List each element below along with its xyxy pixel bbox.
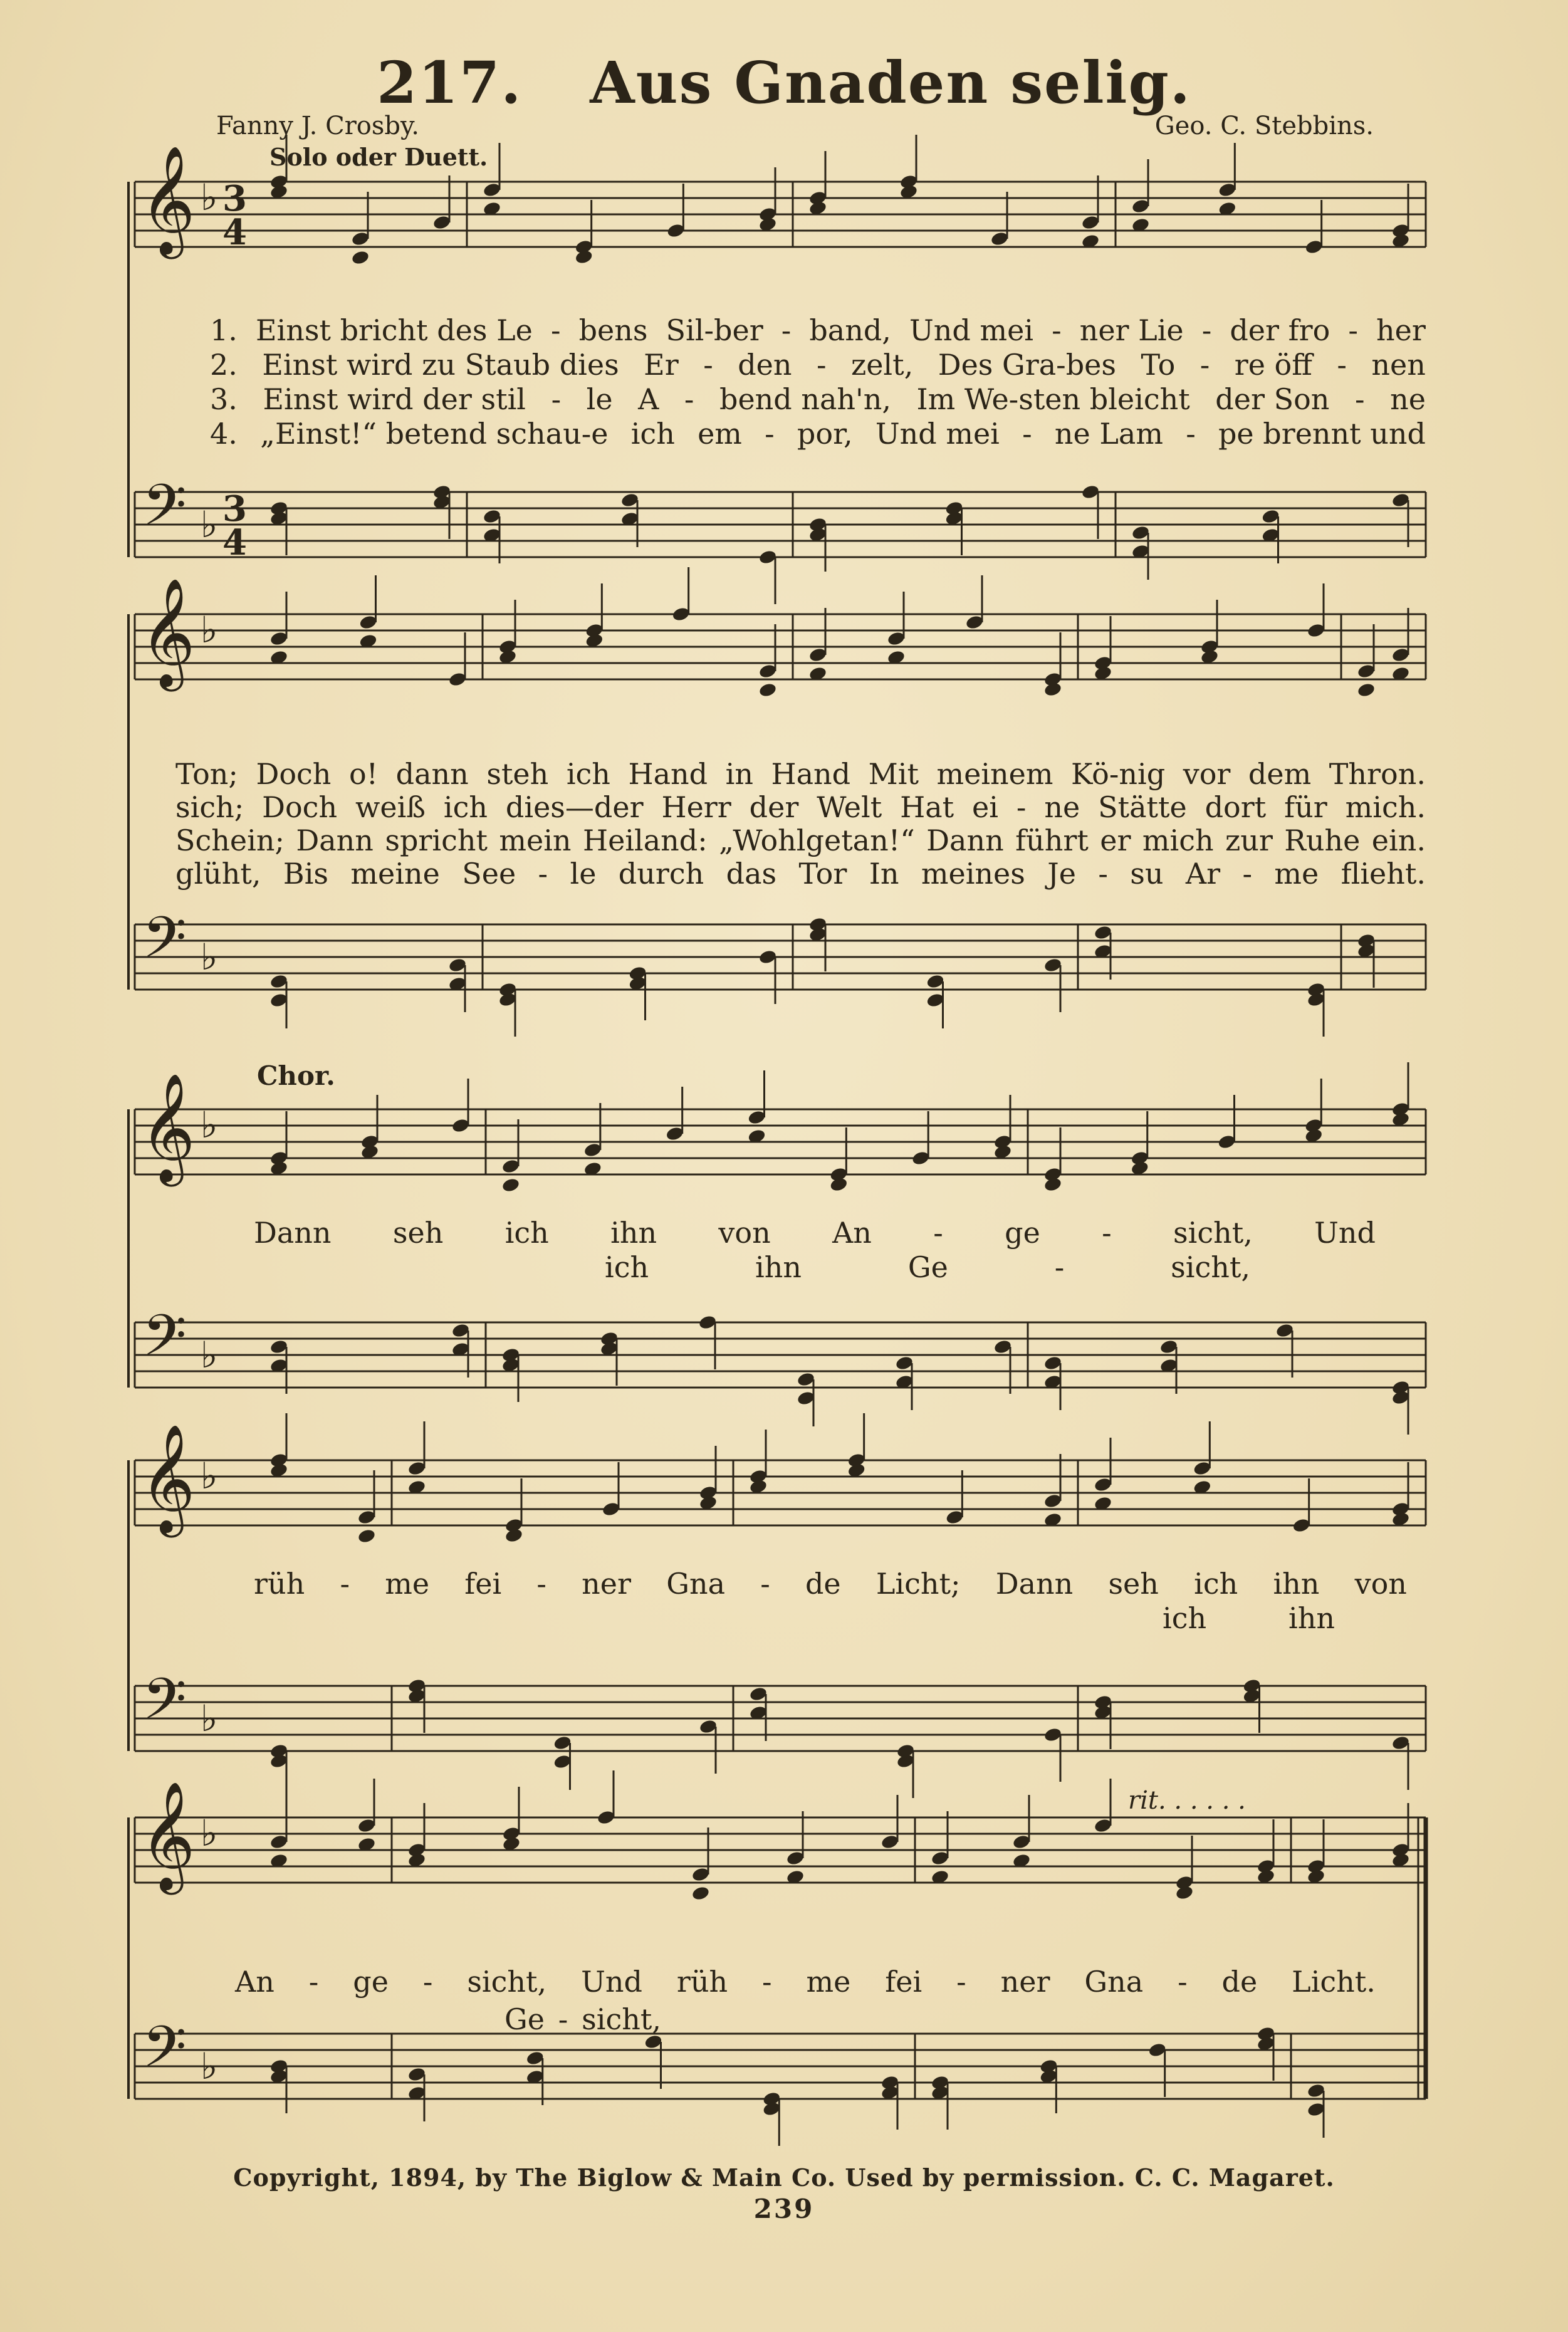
lyric-syllable: - xyxy=(550,313,561,347)
lyric-syllable: re öff xyxy=(1234,348,1312,382)
lyric-syllable: Sil-ber xyxy=(666,313,763,347)
lyric-syllable: bens xyxy=(578,313,648,347)
lyric-syllable: sicht, xyxy=(1173,1216,1253,1250)
lyric-syllable: em xyxy=(698,417,742,451)
lyric-syllable: Gna xyxy=(666,1567,726,1601)
chorus-lower-line xyxy=(1163,1601,1335,1635)
lyric-syllable: Er xyxy=(644,348,679,382)
verse-line-4 xyxy=(210,417,1426,451)
lyric-syllable: Licht. xyxy=(1292,1965,1376,1999)
note-head xyxy=(501,1177,521,1193)
flat-sign-icon: ♭ xyxy=(201,1334,218,1376)
lyric-syllable: - xyxy=(422,1965,433,1999)
lyric-syllable: sicht, xyxy=(1171,1250,1250,1284)
lyric-syllable: - xyxy=(684,382,694,416)
flat-sign-icon: ♭ xyxy=(201,1697,218,1740)
composer-credit: Geo. C. Stebbins. xyxy=(1154,112,1374,140)
copyright-notice: Copyright, 1894, by The Biglow & Main Co. Used by permission. C. C. Magaret. xyxy=(233,2163,1335,2192)
note-head xyxy=(1357,682,1376,698)
lyric-syllable: - xyxy=(1354,382,1365,416)
note-head xyxy=(357,1528,377,1544)
note-head xyxy=(829,1176,849,1193)
lyric-syllable: Ge xyxy=(907,1250,948,1284)
lyric-syllable: ner xyxy=(582,1567,632,1601)
lyric-syllable: - xyxy=(551,382,562,416)
lyric-syllable: de xyxy=(805,1567,841,1601)
lyric-syllable: ner xyxy=(1000,1965,1050,1999)
lyric-syllable: - xyxy=(558,2002,568,2036)
flat-sign-icon: ♭ xyxy=(201,936,218,978)
lyric-syllable: - xyxy=(1348,313,1358,347)
lyric-syllable: ner Lie xyxy=(1079,313,1184,347)
lyric-syllable: Dann xyxy=(995,1567,1074,1601)
lyric-syllable: ich xyxy=(605,1250,649,1284)
lyric-syllable: 2. xyxy=(210,348,238,382)
lyric-syllable: - xyxy=(1052,313,1062,347)
flat-sign-icon: ♭ xyxy=(201,1812,218,1854)
lyric-syllable: nen xyxy=(1371,348,1426,382)
lyric-syllable: - xyxy=(816,348,827,382)
lyric-syllable: von xyxy=(1354,1567,1407,1601)
flat-sign-icon: ♭ xyxy=(201,1455,218,1497)
lyric-syllable: Licht; xyxy=(875,1567,961,1601)
lyric-syllable: seh xyxy=(1108,1567,1159,1601)
hymn-name: Aus Gnaden selig. xyxy=(590,49,1191,117)
lyric-syllable: - xyxy=(1102,1216,1112,1250)
note-head xyxy=(1043,1176,1063,1193)
lyric-syllable: pe brennt und xyxy=(1218,417,1426,451)
treble-clef-icon: 𝄞 xyxy=(140,1424,196,1533)
lyric-syllable: sicht, xyxy=(467,1965,547,1999)
lyric-syllable: le xyxy=(586,382,613,416)
bass-clef-icon: 𝄢 xyxy=(142,2014,187,2094)
lyric-syllable: - xyxy=(1201,313,1212,347)
flat-sign-icon: ♭ xyxy=(201,609,218,651)
time-signature: 4 xyxy=(222,212,247,253)
lyric-syllable: her xyxy=(1376,313,1426,347)
bass-clef-icon: 𝄢 xyxy=(142,472,187,552)
lyric-syllable: - xyxy=(762,1965,772,1999)
lyric-syllable: von xyxy=(718,1216,771,1250)
lyric-syllable: Und xyxy=(1314,1216,1376,1250)
time-signature: 3 xyxy=(222,178,247,219)
verse-line-2: sich; Doch weiß ich dies—der Herr der Welt Hat ei - ne Stätte dort für mich. xyxy=(175,790,1426,824)
treble-clef-icon: 𝄞 xyxy=(140,1781,196,1890)
lyric-syllable: ich xyxy=(1163,1601,1207,1635)
lyric-syllable: zelt, xyxy=(850,348,914,382)
lyric-syllable: - xyxy=(703,348,713,382)
lyric-syllable: sicht, xyxy=(582,2002,661,2036)
lyric-syllable: Und mei xyxy=(875,417,1000,451)
time-signature: 3 xyxy=(222,488,247,530)
lyric-syllable: fei xyxy=(464,1567,502,1601)
lyric-syllable: - xyxy=(781,313,792,347)
note-head xyxy=(1043,681,1063,698)
lyric-syllable: bend nah'n, xyxy=(719,382,891,416)
bass-clef-icon: 𝄢 xyxy=(142,1302,187,1383)
lyric-syllable: ich xyxy=(630,417,675,451)
treble-clef-icon: 𝄞 xyxy=(140,1073,196,1182)
lyric-syllable: ge xyxy=(353,1965,389,1999)
lyric-syllable: der Son xyxy=(1215,382,1330,416)
lyric-syllable: Einst wird zu Staub dies xyxy=(262,348,619,382)
lyric-syllable: - xyxy=(1337,348,1347,382)
lyric-syllable: - xyxy=(536,1567,546,1601)
lyric-syllable: ge xyxy=(1005,1216,1040,1250)
lyric-syllable: - xyxy=(308,1965,319,1999)
bass-clef-icon: 𝄢 xyxy=(142,1666,187,1746)
lyric-syllable: - xyxy=(765,417,775,451)
lyric-syllable: Des Gra-bes xyxy=(938,348,1116,382)
lyric-syllable: 1. xyxy=(210,313,238,347)
chorus-upper-line xyxy=(254,1216,1376,1250)
lyric-syllable: ne Lam xyxy=(1054,417,1163,451)
chorus-lower-line xyxy=(605,1250,1250,1284)
verse-line-3 xyxy=(210,382,1426,416)
verse-line-3: Schein; Dann spricht mein Heiland: „Wohlgetan!“ Dann führt er mich zur Ruhe ein. xyxy=(175,824,1426,857)
lyric-syllable: me xyxy=(385,1567,430,1601)
lyric-syllable: ihn xyxy=(610,1216,657,1250)
note-head xyxy=(1175,1885,1194,1901)
lyric-syllable: - xyxy=(933,1216,943,1250)
hymn-number: 217. xyxy=(377,49,523,117)
lyric-syllable: ihn xyxy=(1288,1601,1335,1635)
lyric-syllable: seh xyxy=(392,1216,444,1250)
lyric-syllable: - xyxy=(1186,417,1196,451)
page-number: 239 xyxy=(753,2193,815,2224)
verse-line-1: Ton; Doch o! dann steh ich Hand in Hand Mit meinem Kö-nig vor dem Thron. xyxy=(175,757,1426,791)
lyric-syllable: fei xyxy=(885,1965,923,1999)
lyric-syllable: Einst wird der stil xyxy=(263,382,526,416)
ritardando-mark: rit. . . . . . xyxy=(1128,1786,1246,1815)
lyric-syllable: ihn xyxy=(1273,1567,1320,1601)
lyric-syllable: de xyxy=(1221,1965,1258,1999)
lyric-syllable: der fro xyxy=(1230,313,1330,347)
chorus-label: Chor. xyxy=(257,1060,335,1091)
lyric-syllable: band, xyxy=(809,313,891,347)
lyric-syllable: - xyxy=(1200,348,1210,382)
lyric-syllable: Und xyxy=(581,1965,642,1999)
lyric-syllable: Dann xyxy=(254,1216,332,1250)
lyric-syllable: - xyxy=(760,1567,770,1601)
lyric-syllable: - xyxy=(1054,1250,1065,1284)
lyric-syllable: 4. xyxy=(210,417,238,451)
chorus-lower-line xyxy=(504,2002,661,2036)
bass-clef-icon: 𝄢 xyxy=(142,904,187,985)
lyric-syllable: - xyxy=(340,1567,350,1601)
treble-clef-icon: 𝄞 xyxy=(140,145,196,254)
lyric-syllable: rüh xyxy=(676,1965,728,1999)
lyric-syllable: - xyxy=(956,1965,966,1999)
lyric-syllable: - xyxy=(1022,417,1032,451)
verse-line-2 xyxy=(210,348,1426,382)
treble-clef-icon: 𝄞 xyxy=(140,578,196,687)
flat-sign-icon: ♭ xyxy=(201,2045,218,2088)
lyric-syllable: ich xyxy=(1194,1567,1238,1601)
lyric-syllable: por, xyxy=(797,417,853,451)
note-head xyxy=(691,1885,711,1901)
note-head xyxy=(574,249,593,265)
lyric-syllable: An xyxy=(832,1216,872,1250)
lyric-syllable: An xyxy=(235,1965,274,1999)
author-credit: Fanny J. Crosby. xyxy=(216,112,420,140)
chorus-upper-line xyxy=(254,1567,1407,1601)
lyric-syllable: - xyxy=(1178,1965,1188,1999)
flat-sign-icon: ♭ xyxy=(201,1104,218,1146)
lyric-syllable: Im We-sten bleicht xyxy=(916,382,1190,416)
time-signature: 4 xyxy=(222,522,247,563)
verse-line-1 xyxy=(210,313,1426,347)
lyric-syllable: ihn xyxy=(755,1250,802,1284)
lyric-syllable: rüh xyxy=(254,1567,305,1601)
lyric-syllable: ich xyxy=(504,1216,549,1250)
lyric-syllable: ne xyxy=(1390,382,1426,416)
lyric-syllable: „Einst!“ betend schau-e xyxy=(260,417,609,451)
note-head xyxy=(504,1527,524,1544)
lyric-syllable: Gna xyxy=(1084,1965,1144,1999)
lyric-syllable: Einst bricht des Le xyxy=(255,313,533,347)
verse-line-4: glüht, Bis meine See - le durch das Tor In meines Je - su Ar - me flieht. xyxy=(175,857,1426,891)
flat-sign-icon: ♭ xyxy=(201,176,218,219)
lyric-syllable: Und mei xyxy=(909,313,1034,347)
note-head xyxy=(351,249,370,266)
lyric-syllable: 3. xyxy=(210,382,238,416)
lyric-syllable: me xyxy=(806,1965,851,1999)
note-head xyxy=(758,682,778,698)
lyric-syllable: To xyxy=(1141,348,1176,382)
voicing-label: Solo oder Duett. xyxy=(269,143,488,171)
flat-sign-icon: ♭ xyxy=(201,503,218,546)
chorus-upper-line xyxy=(235,1965,1376,1999)
lyric-syllable: Ge xyxy=(504,2002,545,2036)
lyric-syllable: A xyxy=(638,382,659,416)
lyric-syllable: den xyxy=(738,348,792,382)
